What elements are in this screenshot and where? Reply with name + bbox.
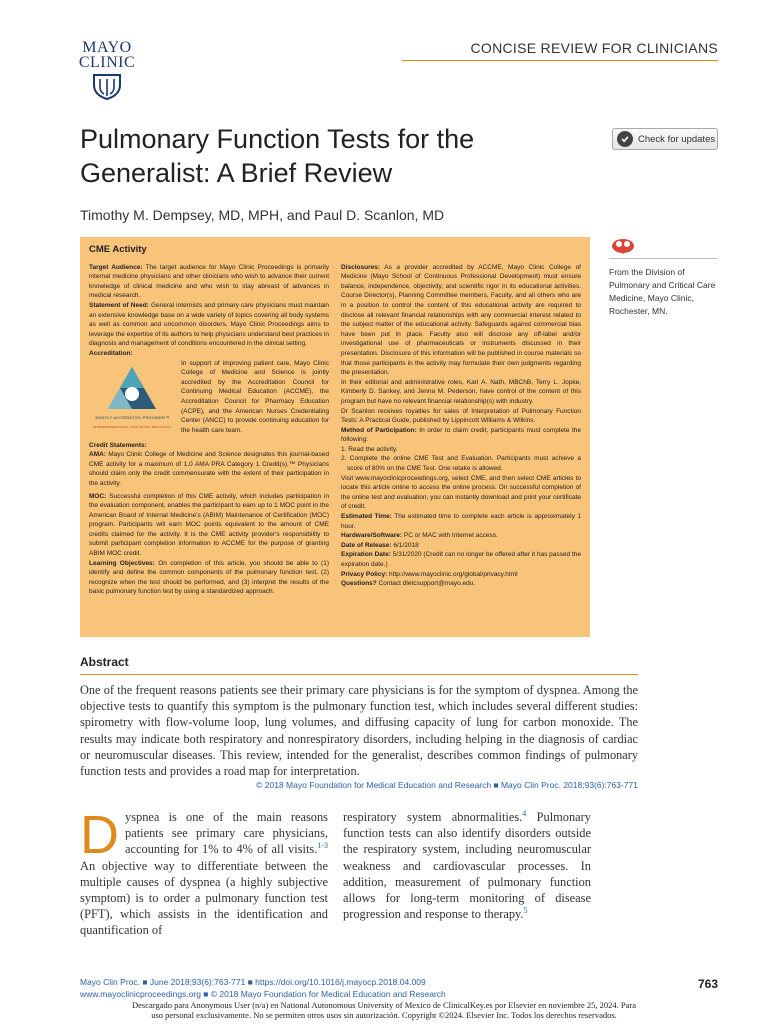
questions-label: Questions? [341, 580, 377, 588]
mayo-clinic-logo [78, 40, 136, 100]
body-left-text-1: yspnea is one of the main reasons patients see primary care physicians, accounting for 1% to 4% of all visits. [125, 810, 328, 857]
moc-label: MOC: [89, 492, 107, 500]
cme-statement-of-need [89, 301, 329, 349]
privacy-link[interactable]: http://www.mayoclinic.org/global/privacy.html [387, 570, 518, 578]
release-label: Date of Release: [341, 541, 392, 549]
jointly-accredited-logo [89, 361, 175, 437]
moc-text: Successful completion of this CME activity, which includes participation in the evaluation component, enables the participant to earn up to 1 MOC point in the American Board of Internal Medicine's (ABIM) Maintenance of Certification (MOC) program. Participants will earn MOC points equivalent to the amount of CME credits claimed for the activity. It is the CME activity provider's responsibility to submit participant completion information to ACCME for the purpose of granting ABIM MOC credit. [89, 492, 329, 558]
body-column-right [343, 809, 591, 922]
need-label: Statement of Need: [89, 301, 149, 309]
accreditation-logo-line-1: JOINTLY ACCREDITED PROVIDER™ [94, 414, 170, 420]
mayo-shield-icon [92, 72, 122, 100]
crossmark-icon [617, 131, 633, 147]
disclosures-text: As a provider accredited by ACCME, Mayo Clinic College of Medicine (Mayo School of Continuous Professional Development) must ensure balance, independence, objectivity, and scientific rigor in its educational activities. Course Director(s), Planning Committee members, Faculty, and all others who are in a position to control the content of this educational activity are required to disclose all relevant financial relationships with any commercial interest related to the subject matter of the educational activity. Safeguards against commercial bias have been put in place. Faculty also will disclose any off-label and/or investigational use of pharmaceuticals or instruments discussed in their presentation. Disclosure of this information will be published in course materials so that those participants in the activity may formulate their own judgments regarding the presentation. [341, 263, 581, 377]
cme-ama-credit [89, 450, 329, 488]
cme-title: CME Activity [89, 244, 147, 255]
download-notice-line-1: Descargado para Anonymous User (n/a) en National Autonomous University of Mexico de ClinicalKey.es por Elsevier en noviembre 25, 2024. Para [132, 1000, 636, 1010]
cme-scanlon-disclosure: Dr Scanlon receives royalties for sales of Interpretation of Pulmonary Function Tests: A Practical Guide, published by Lippincott Williams & Wilkins. [341, 407, 581, 425]
cme-privacy-policy [341, 570, 581, 580]
expiration-text: 5/31/2020 (Credit can no longer be offered after it has passed the expiration date.) [341, 551, 581, 568]
time-label: Estimated Time: [341, 513, 392, 521]
cme-moc [89, 492, 329, 559]
page-footer [80, 976, 446, 1000]
drop-cap: D [80, 805, 119, 865]
download-notice-line-2: uso personal exclusivamente. No se permiten otros usos sin autorización. Copyright ©2024. Elsevier Inc. Todos los derechos reservados. [151, 1010, 617, 1020]
accreditation-triangle-icon [106, 365, 158, 411]
ama-label: AMA: [89, 451, 106, 459]
download-notice [0, 1000, 768, 1020]
cme-method-of-participation [341, 426, 581, 445]
logo-line-2: CLINIC [78, 54, 136, 71]
cme-hardware [341, 531, 581, 541]
cme-release-date [341, 541, 581, 551]
hardware-label: Hardware/Software: [341, 532, 403, 540]
method-label: Method of Participation: [341, 426, 417, 434]
footer-website[interactable]: www.mayoclinicproceedings.org ■ © 2018 Mayo Foundation for Medical Education and Research [80, 989, 446, 999]
accreditation-logo-line-2: INTERPROFESSIONAL CONTINUING EDUCATION [93, 424, 171, 429]
ama-text: Mayo Clinic College of Medicine and Science designates this journal-based CME activity for a maximum of 1.0 AMA PRA Category 1 Credit(s).™ Physicians should claim only the credit commensurate with the extent of their participation in the activity. [89, 451, 329, 487]
sidebar-divider [609, 258, 717, 259]
cme-visit-instructions: Visit www.mayoclinicproceedings.org, select CME, and then select CME articles to locate this article online to access the online process. On successful completion of the online test and evaluation, you can instantly download and print your certificate of credit. [341, 474, 581, 511]
abstract-heading: Abstract [80, 655, 129, 669]
abstract-divider [80, 674, 638, 675]
disclosures-label: Disclosures: [341, 263, 381, 271]
header-divider [402, 60, 718, 61]
body-right-text-1: respiratory system abnormalities. [343, 810, 523, 824]
reference-link[interactable]: 4 [522, 808, 527, 818]
cme-right-column [341, 263, 581, 597]
logo-line-1: MAYO [82, 39, 132, 56]
need-text: General internists and primary care physicians must maintain an extensive knowledge base on a wide variety of topics covering all body systems as well as common and uncommon disorders. Mayo Clinic Proceedings aims to leverage the expertise of its authors to help physicians understand best practices in diagnosis and management of conditions encountered in the clinical setting. [89, 301, 329, 348]
body-right-text-2: Pulmonary function tests can also identify disorders outside the respiratory system, including neuromuscular weakness and cardiovascular processes. In addition, measurement of pulmonary function allows for long-term monitoring of disease progression and response to therapy. [343, 810, 592, 922]
author-affiliation: From the Division of Pulmonary and Critical Care Medicine, Mayo Clinic, Rochester, MN. [609, 267, 716, 316]
accreditation-text: In support of improving patient care, Mayo Clinic College of Medicine and Science is jointly accredited by the Accreditation Council for Continuing Medical Education (ACCME), the Accreditation Council for Pharmacy Education (ACPE), and the American Nurses Credentialing Center (ANCC) to provide continuing education for the health care team. [181, 359, 329, 434]
abstract-copyright: © 2018 Mayo Foundation for Medical Education and Research ■ Mayo Clin Proc. 2018;93(6):763-771 [256, 780, 638, 790]
cme-expiration-date [341, 550, 581, 569]
cme-accreditation [89, 349, 329, 439]
page-number: 763 [697, 977, 718, 991]
cme-learning-objectives [89, 559, 329, 597]
cme-left-column [89, 263, 329, 597]
target-audience-text: The target audience for Mayo Clinic Proceedings is primarily internal medicine physicians and other clinicians who wish to advance their current knowledge of clinical medicine and who wish to stay abreast of advances in medical research. [89, 263, 329, 300]
affiliation-icon [611, 236, 635, 259]
expiration-label: Expiration Date: [341, 551, 391, 559]
check-updates-label: Check for updates [638, 133, 716, 145]
release-text: 6/1/2018 [391, 541, 419, 549]
reference-link[interactable]: 5 [523, 906, 528, 916]
hardware-text: PC or MAC with Internet access. [402, 532, 498, 540]
cme-activity-box [80, 237, 590, 637]
article-title: Pulmonary Function Tests for the Generalist: A Brief Review [80, 124, 475, 188]
credit-statements-label: Credit Statements: [89, 441, 147, 449]
method-text: In order to claim credit, participants must complete the following: [341, 426, 581, 444]
target-audience-label: Target Audience: [89, 263, 143, 271]
cme-questions [341, 579, 581, 589]
check-updates-button[interactable] [612, 128, 718, 150]
objectives-text: On completion of this article, you should be able to (1) identify and define the common components of the pulmonary function test, (2) recognize when the test should be performed, and (3) interpret the results of the basic pulmonary function test by using a standardized approach. [89, 559, 329, 596]
body-column-left [80, 805, 328, 939]
cme-target-audience [89, 263, 329, 301]
objectives-label: Learning Objectives: [89, 559, 155, 567]
questions-contact-link[interactable]: Contact dletcsupport@mayo.edu. [376, 580, 476, 588]
article-authors: Timothy M. Dempsey, MD, MPH, and Paul D. Scanlon, MD [80, 207, 445, 223]
cme-disclosures [341, 263, 581, 378]
accreditation-label: Accreditation: [89, 349, 133, 357]
footer-citation[interactable]: Mayo Clin Proc. ■ June 2018;93(6):763-771 ■ https://doi.org/10.1016/j.mayocp.2018.04.009 [80, 977, 426, 987]
abstract-text: One of the frequent reasons patients see their primary care physicians is for the symptom of dyspnea. Among the objective tests to quantify this symptom is the pulmonary function test, which includes several different studies: spirometry with flow-volume loop, lung volumes, and diffusing capacity of lung for carbon monoxide. The results may indicate both respiratory and nonrespiratory disorders, including helping in the diagnosis of cardiac or neuromuscular diseases. This review, intended for the generalist, describes common findings of pulmonary function tests and provides a road map for interpretation. [80, 683, 638, 779]
privacy-label: Privacy Policy: [341, 570, 388, 578]
section-label: CONCISE REVIEW FOR CLINICIANS [470, 40, 718, 56]
body-left-text-2: An objective way to differentiate between the multiple causes of dyspnea (a highly subjective symptom) is to order a pulmonary function test (PFT), which assists in the identification and quantification of [80, 858, 328, 938]
reference-link[interactable]: 1-3 [317, 841, 328, 851]
cme-editorial-disclosure: In their editorial and administrative roles, Karl A. Nath, MBChB, Terry L. Jopke, Kimberly D. Sankey, and Jenna M. Pederson, have control of the content of this program but have no relevant financial relationship(s) with industry. [341, 378, 581, 405]
cme-estimated-time [341, 512, 581, 531]
cme-method-step-2: 2. Complete the online CME Test and Evaluation. Participants must achieve a score of 80% on the CME Test. One retake is allowed. [341, 455, 581, 473]
time-text: The estimated time to complete each article is approximately 1 hour. [341, 513, 581, 530]
cme-method-step-1: 1. Read the activity. [341, 445, 398, 453]
